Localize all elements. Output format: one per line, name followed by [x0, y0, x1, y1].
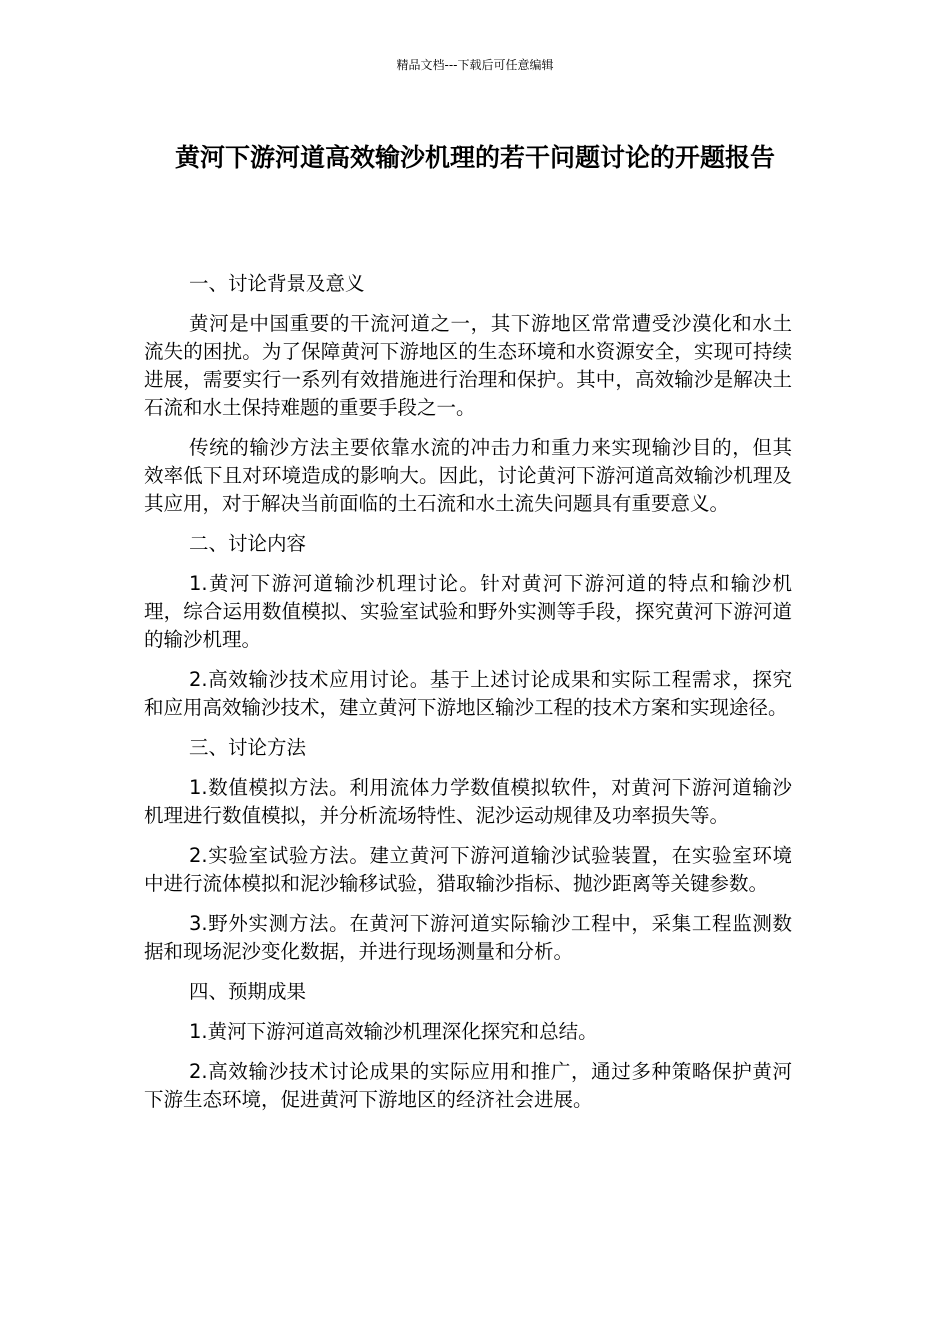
- paragraph-outcome-1: 1.黄河下游河道高效输沙机理深化探究和总结。: [189, 1020, 598, 1043]
- paragraph-method-3: 3.野外实测方法。在黄河下游河道实际输沙工程中，采集工程监测数据和现场泥沙变化数据，并进行现场测量和分析。: [144, 912, 792, 963]
- paragraph-content-1: 1.黄河下游河道输沙机理讨论。针对黄河下游河道的特点和输沙机理，综合运用数值模拟、实验室试验和野外实测等手段，探究黄河下游河道的输沙机理。: [144, 572, 792, 651]
- page-header-note: 精品文档---下载后可任意编辑: [396, 58, 554, 72]
- paragraph-method-1: 1.数值模拟方法。利用流体力学数值模拟软件，对黄河下游河道输沙机理进行数值模拟，并分析流场特性、泥沙运动规律及功率损失等。: [144, 776, 792, 827]
- document-body: [144, 270, 792, 1126]
- section-heading-content: 二、讨论内容: [189, 532, 307, 555]
- paragraph-content-2: 2.高效输沙技术应用讨论。基于上述讨论成果和实际工程需求，探究和应用高效输沙技术，建立黄河下游地区输沙工程的技术方案和实现途径。: [144, 668, 792, 719]
- paragraph-background-1: 黄河是中国重要的干流河道之一，其下游地区常常遭受沙漠化和水土流失的困扰。为了保障黄河下游地区的生态环境和水资源安全，实现可持续进展，需要实行一系列有效措施进行治理和保护。其中，高效输沙是解决土石流和水土保持难题的重要手段之一。: [144, 312, 792, 419]
- section-heading-outcomes: 四、预期成果: [189, 980, 307, 1003]
- document-title: 黄河下游河道高效输沙机理的若干问题讨论的开题报告: [174, 143, 775, 172]
- section-heading-methods: 三、讨论方法: [189, 736, 307, 759]
- paragraph-method-2: 2.实验室试验方法。建立黄河下游河道输沙试验装置，在实验室环境中进行流体模拟和泥沙输移试验，猎取输沙指标、抛沙距离等关键参数。: [144, 844, 792, 895]
- section-heading-background: 一、讨论背景及意义: [189, 272, 365, 295]
- paragraph-outcome-2: 2.高效输沙技术讨论成果的实际应用和推广，通过多种策略保护黄河下游生态环境，促进黄河下游地区的经济社会进展。: [144, 1060, 792, 1111]
- paragraph-background-2: 传统的输沙方法主要依靠水流的冲击力和重力来实现输沙目的，但其效率低下且对环境造成的影响大。因此，讨论黄河下游河道高效输沙机理及其应用，对于解决当前面临的土石流和水土流失问题具有重要意义。: [144, 436, 792, 515]
